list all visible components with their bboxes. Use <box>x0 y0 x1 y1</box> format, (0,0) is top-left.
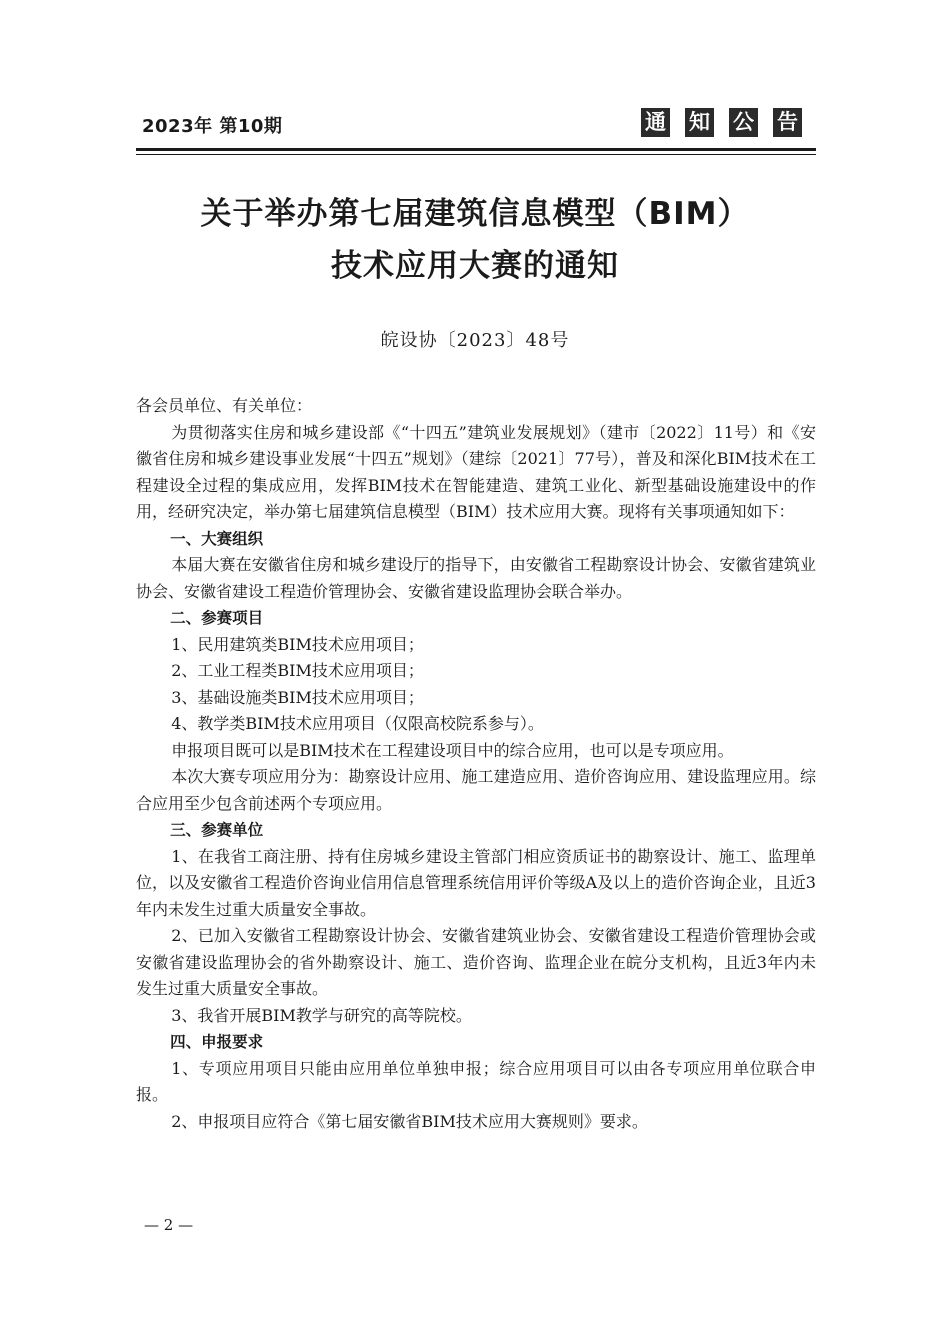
banner-char: 通 <box>641 108 670 137</box>
paragraph: 1、专项应用项目只能由应用单位单独申报；综合应用项目可以由各专项应用单位联合申报。 <box>136 1058 816 1104</box>
salutation: 各会员单位、有关单位： <box>136 396 313 415</box>
header-rule-thick <box>136 148 816 151</box>
page-header <box>136 108 816 148</box>
issue-label: 2023年 第10期 <box>142 116 283 137</box>
section-heading: 四、申报要求 <box>170 1033 264 1051</box>
paragraph: 本届大赛在安徽省住房和城乡建设厅的指导下，由安徽省工程勘察设计协会、安徽省建筑业协会、安徽省建设工程造价管理协会、安徽省建设监理协会联合举办。 <box>136 555 816 601</box>
paragraph: 2、申报项目应符合《第七届安徽省BIM技术应用大赛规则》要求。 <box>171 1111 648 1131</box>
intro-paragraph: 为贯彻落实住房和城乡建设部《“十四五”建筑业发展规划》（建市〔2022〕11号）和《安徽省住房和城乡建设事业发展“十四五”规划》（建综〔2021〕77号），普及和深化BIM技术在工程建设全过程的集成应用，发挥BIM技术在智能建造、建筑工业化、新型基础设施建设中的作用，经研究决定，举办第七届建筑信息模型（BIM）技术应用大赛。现将有关事项通知如下： <box>136 422 816 521</box>
document-body <box>136 393 816 1135</box>
list-item: 4、教学类BIM技术应用项目（仅限高校院系参与）。 <box>171 714 544 733</box>
list-item: 3、基础设施类BIM技术应用项目； <box>171 687 424 707</box>
document-title <box>100 188 850 292</box>
paragraph: 1、在我省工商注册、持有住房城乡建设主管部门相应资质证书的勘察设计、施工、监理单位，以及安徽省工程造价咨询业信用信息管理系统信用评价等级A及以上的造价咨询企业，且近3年内未发生过重大质量安全事故。 <box>136 846 816 919</box>
banner-char: 知 <box>685 108 714 137</box>
section-heading: 三、参赛单位 <box>170 821 264 839</box>
section-banner <box>641 108 802 137</box>
banner-char: 告 <box>773 108 802 137</box>
banner-char: 公 <box>729 108 758 137</box>
paragraph: 本次大赛专项应用分为：勘察设计应用、施工建造应用、造价咨询应用、建设监理应用。综合应用至少包含前述两个专项应用。 <box>136 767 816 813</box>
section-heading: 二、参赛项目 <box>170 609 264 627</box>
paragraph: 申报项目既可以是BIM技术在工程建设项目中的综合应用，也可以是专项应用。 <box>171 740 734 760</box>
header-rule-thin <box>136 154 816 155</box>
title-line-2: 技术应用大赛的通知 <box>331 248 619 284</box>
title-line-1: 关于举办第七届建筑信息模型（BIM） <box>200 196 750 232</box>
list-item: 2、工业工程类BIM技术应用项目； <box>171 661 424 680</box>
paragraph: 3、我省开展BIM教学与研究的高等院校。 <box>171 1005 472 1025</box>
page-number: — 2 — <box>144 1216 194 1234</box>
list-item: 1、民用建筑类BIM技术应用项目； <box>171 634 424 654</box>
paragraph: 2、已加入安徽省工程勘察设计协会、安徽省建筑业协会、安徽省建设工程造价管理协会或安徽省建设监理协会的省外勘察设计、施工、造价咨询、监理企业在皖分支机构，且近3年内未发生过重大质量安全事故。 <box>136 926 816 998</box>
document-number: 皖设协〔2023〕48号 <box>380 330 570 351</box>
section-heading: 一、大赛组织 <box>170 529 264 548</box>
